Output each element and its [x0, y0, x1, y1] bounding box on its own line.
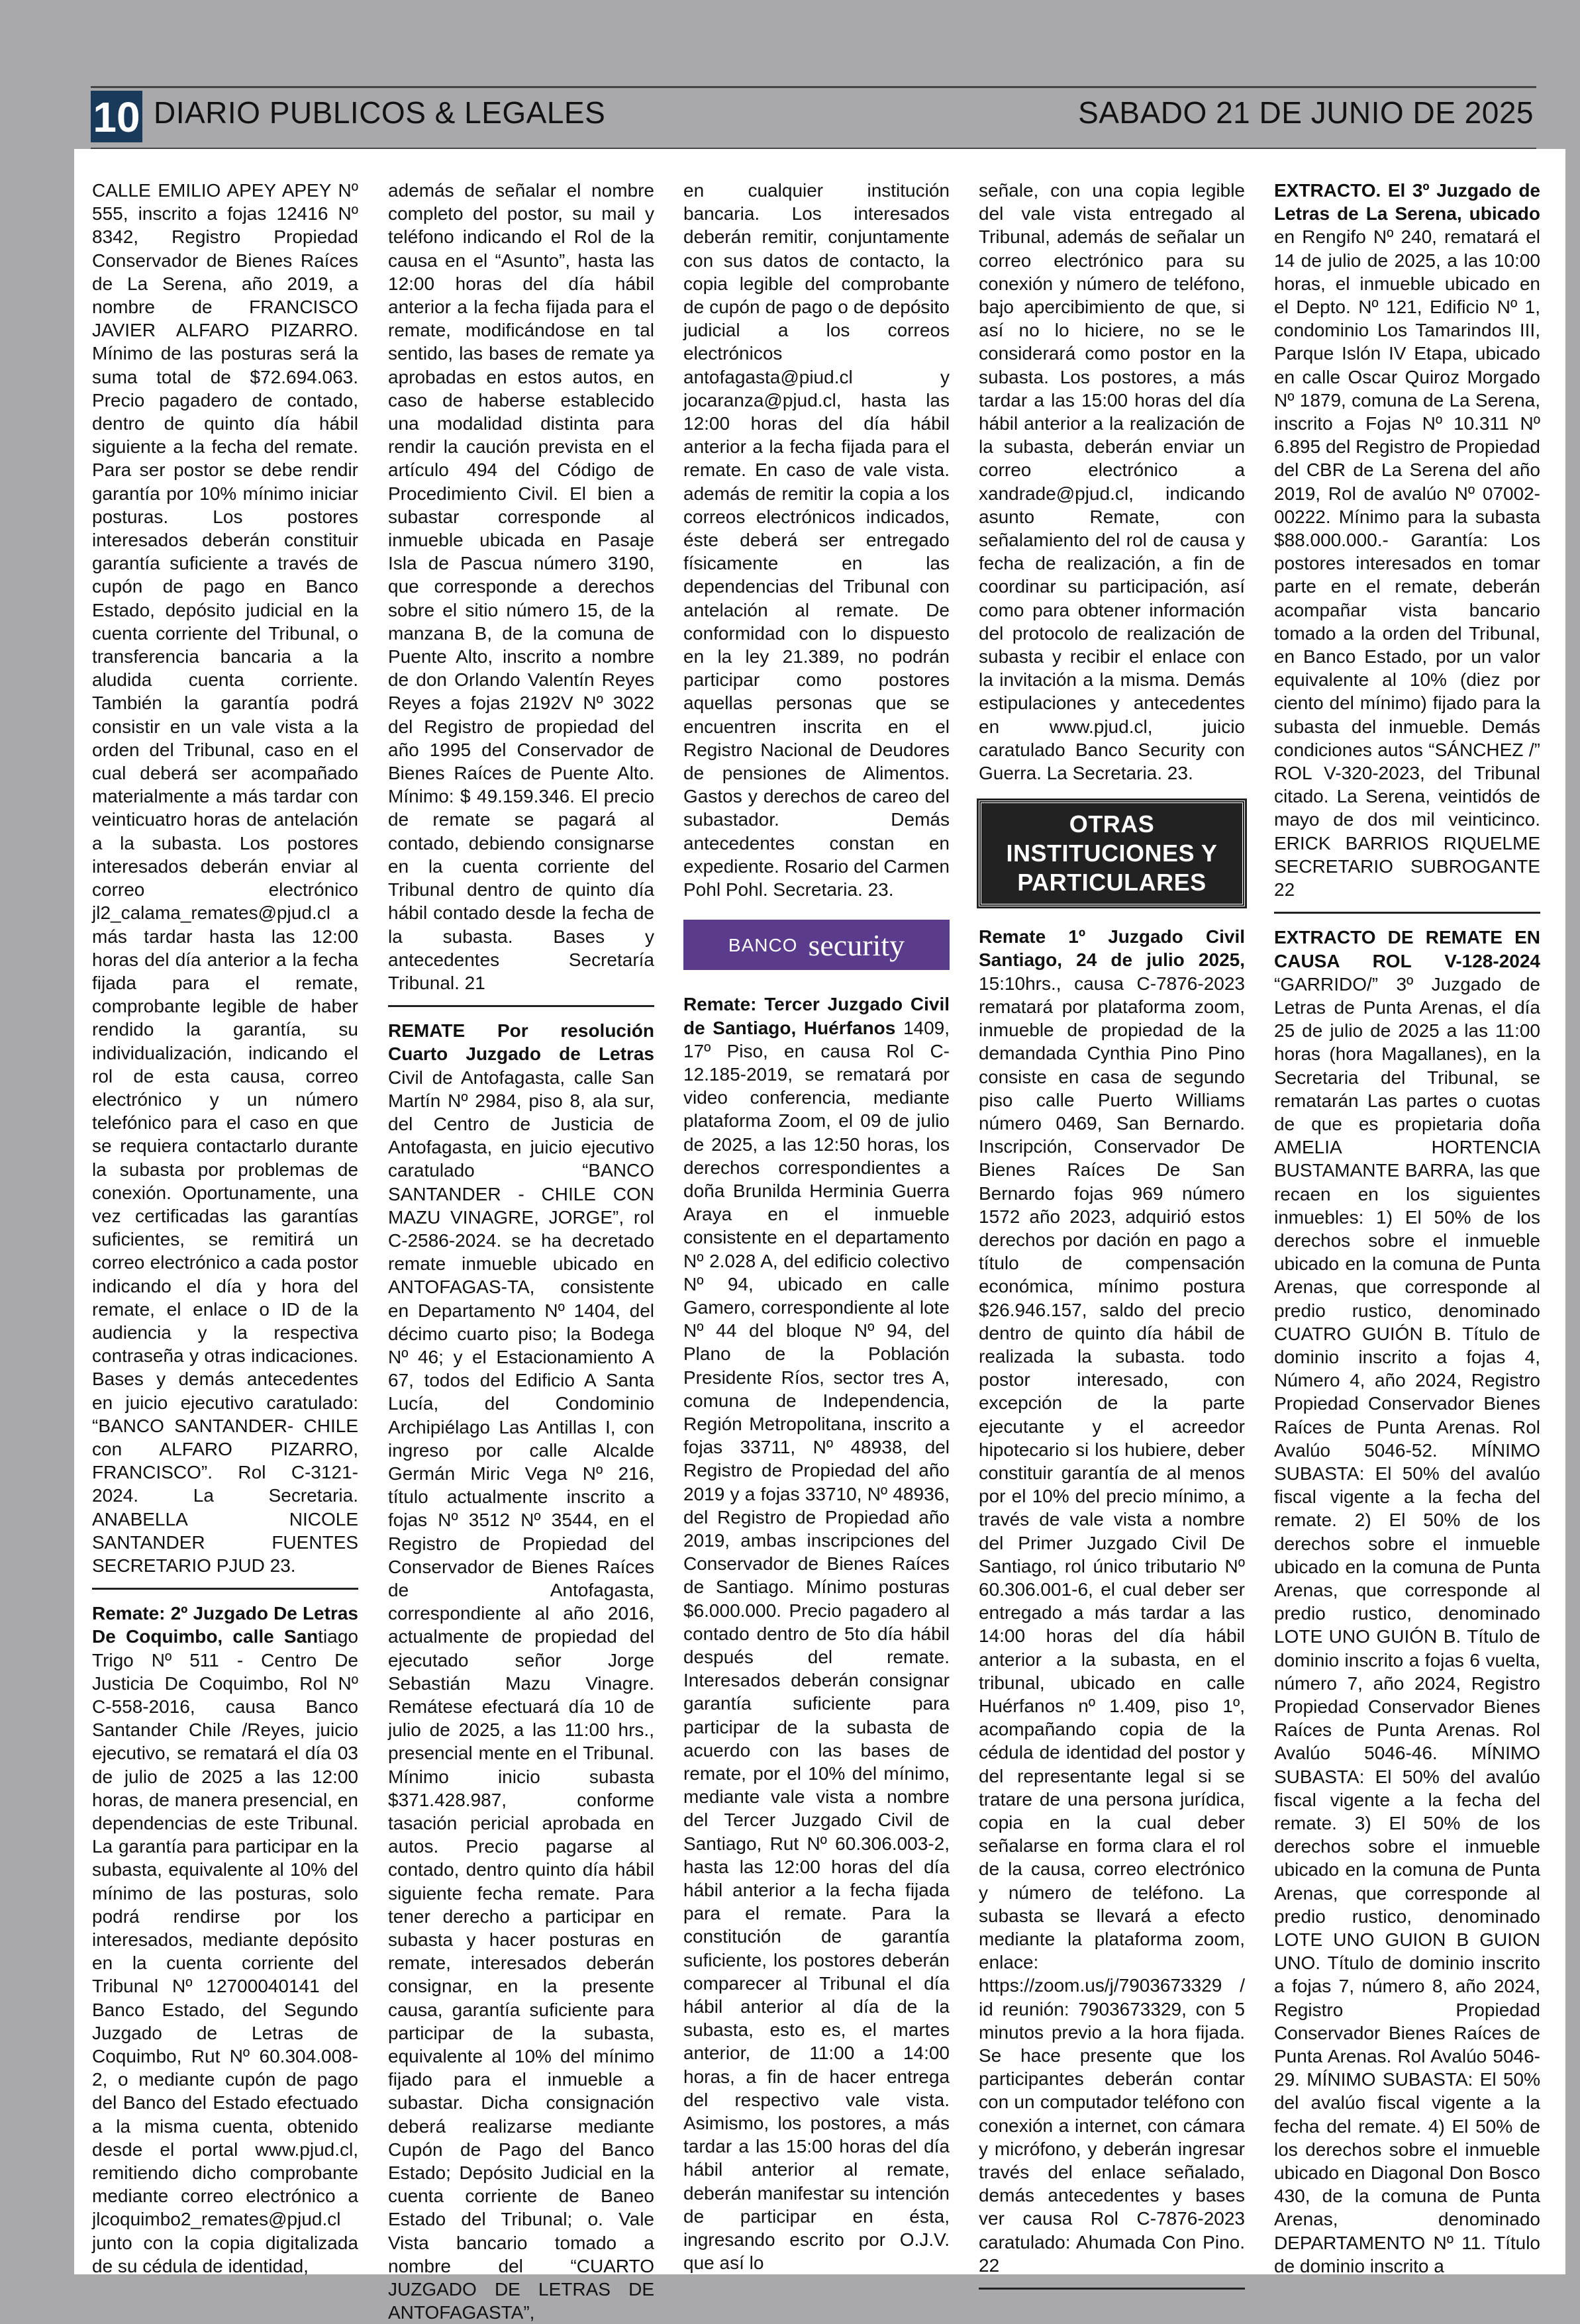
- notice-calama-continued: CALLE EMILIO APEY APEY Nº 555, inscrito a fojas 12416 Nº 8342, Registro Propiedad Conservador de Bienes Raíces de La Serena, año 2019, a nombre de FRANCISCO JAVIER ALFARO PIZARRO. Mínimo de las posturas será la suma total de $72.694.063. Precio pagadero de contado, dentro de quinto día hábil siguiente a la fecha del remate. Para ser postor se debe rendir garantía por 10% mínimo iniciar posturas. Los postores interesados deberán constituir garantía suficiente a través de cupón de pago en Banco Estado, depósito judicial en la cuenta corriente del Tribunal, o transferencia bancaria a la aludida cuenta corriente. También la garantía podrá consistir en un vale vista a la orden del Tribunal, caso en el cual deberá ser acompañado materialmente a más tardar con veinticuatro horas de antelación a la subasta. Los postores interesados deberán enviar al correo electrónico jl2_calama_remates@pjud.cl a más tardar hasta las 12:00 horas del día anterior a la fecha fijada para el remate, comprobante legible de haber rendido la garantía, su individualización, indicando el rol de esta causa, correo electrónico y un número telefónico para el caso en que se requiera contactarlo durante la subasta por problemas de conexión. Oportunamente, una vez certificadas las garantías suficientes, se remitirá un correo electrónico a cada postor indicando el día y hora del remate, el enlace o ID de la audiencia y la respectiva contraseña y otras indicaciones. Bases y demás antecedentes en juicio ejecutivo caratulado: “BANCO SANTANDER- CHILE con ALFARO PIZARRO, FRANCISCO”. Rol C-3121-2024. La Secretaria. ANABELLA NICOLE SANTANDER FUENTES SECRETARIO PJUD 23.: [92, 180, 358, 1576]
- page-sheet: [74, 149, 1565, 2323]
- notice-heading: Remate: Tercer Juzgado Civil de Santiago, Huérfanos: [683, 994, 950, 1038]
- notice-santiago-primer: [979, 925, 1245, 2277]
- notice-antofagasta-continued: en cualquier institución bancaria. Los interesados deberán remitir, conjuntamente con sus datos de contacto, la copia legible del comprobante de cupón de pago o de depósito judicial a los correos electrónicos antofagasta@piud.cl y jocaranza@pjud.cl, hasta las 12:00 horas del día hábil anterior a la fecha fijada para el remate. En caso de vale vista. además de remitir la copia a los correos electrónicos indicados, éste deberá ser entregado físicamente en las dependencias del Tribunal con antelación al remate. De conformidad con lo dispuesto en la ley 21.389, no podrán participar como postores aquellas personas que se encuentren inscrita en el Registro Nacional de Deudores de pensiones de Alimentos. Gastos y derechos de careo del subastador. Demás antecedentes constan en expediente. Rosario del Carmen Pohl Pohl. Secretaria. 23.: [683, 180, 950, 900]
- logo-word-banco: BANCO: [728, 934, 798, 955]
- notice-la-serena: [1274, 179, 1540, 901]
- notice-body: “GARRIDO/” 3º Juzgado de Letras de Punta Arenas, el día 25 de julio de 2025 a las 11:00 horas (hora Magallanes), en la Secretaria del Tribunal, se rematarán Las partes o cuotas de que es propietaria doña AMELIA HORTENCIA BUSTAMANTE BARRA, las que recaen en los siguientes inmuebles: 1) El 50% de los derechos sobre el inmueble ubicado en la comuna de Punta Arenas, que corresponde al predio rustico, denominado CUATRO GUIÓN B. Título de dominio inscrito a fojas 4, Número 4, año 2024, Registro Propiedad Conservador Bienes Raíces de Punta Arenas. Rol Avalúo 5046-52. MÍNIMO SUBASTA: El 50% del avalúo fiscal vigente a la fecha del remate. 2) El 50% de los derechos sobre el inmueble ubicado en la comuna de Punta Arenas, que corresponde al predio rustico, denominado LOTE UNO GUIÓN B. Título de dominio inscrito a fojas 6 vuelta, número 7, año 2024, Registro Propiedad Conservador Bienes Raíces de Punta Arenas. Rol Avalúo 5046-46. MÍNIMO SUBASTA: El 50% del avalúo fiscal vigente a la fecha del remate. 3) El 50% de los derechos sobre el inmueble ubicado en la comuna de Punta Arenas, que corresponde al predio rustico, denominado LOTE UNO GUION B GUION UNO. Título de dominio inscrito a fojas 7, número 8, año 2024, Registro Propiedad Conservador Bienes Raíces de Punta Arenas. Rol Avalúo 5046-29. MÍNIMO SUBASTA: El 50% del avalúo fiscal vigente a la fecha del remate. 4) El 50% de los derechos sobre el inmueble ubicado en Diagonal Don Bosco 430, de la comuna de Punta Arenas, denominado DEPARTAMENTO Nº 11. Título de dominio inscrito a: [1274, 973, 1540, 2276]
- notice-body: 15:10hrs., causa C-7876-2023 rematará por plataforma zoom, inmueble de propiedad de la demandada Cynthia Pino Pino consiste en casa de segundo piso calle Puerto Williams número 0469, San Bernardo. Inscripción, Conservador De Bienes Raíces De San Bernardo fojas 969 número 1572 año 2023, adquirió estos derechos por dación en pago a título de compensación económica, mínimo postura $26.946.157, saldo del precio dentro de quinto día hábil de realizada la subasta. todo postor interesado, con excepción de la parte ejecutante y el acreedor hipotecario si los hubiere, deber constituir garantía de al menos por el 10% del precio mínimo, a través de vale vista a nombre del Primer Juzgado Civil De Santiago, rol único tributario Nº 60.306.001-6, el cual deber ser entregado a más tardar a las 14:00 horas del día hábil anterior a la subasta, en el tribunal, ubicado en calle Huérfanos nº 1.409, piso 1º, acompañando copia de la cédula de identidad del postor y del representante legal si se tratare de una persona jurídica, copia en la cual deber señalarse en forma clara el rol de la causa, correo electrónico y número de teléfono. La subasta se llevará a efecto mediante la plataforma zoom, enlace: https://zoom.us/j/7903673329 / id reunión: 7903673329, con 5 minutos previo a la hora fijada. Se hace presente que los participantes deberán contar con un computador teléfono con conexión a internet, con cámara y micrófono, y deberán ingresar través del enlace señalado, demás antecedentes y bases ver causa Rol C-7876-2023 caratulado: Ahumada Con Pino. 22: [979, 973, 1245, 2276]
- column-5: [1274, 179, 1540, 2276]
- divider: [1274, 912, 1540, 914]
- issue-date: SABADO 21 DE JUNIO DE 2025: [1078, 95, 1534, 130]
- notice-coquimbo-continued: además de señalar el nombre completo del postor, su mail y teléfono indicando el Rol de la causa en el “Asunto”, hasta las 12:00 horas del día hábil anterior a la fecha fijada para el remate, modificándose en tal sentido, las bases de remate ya aprobadas en estos autos, en caso de haberse establecido una modalidad distinta para rendir la caución prevista en el artículo 494 del Código de Procedimiento Civil. El bien a subastar corresponde al inmueble ubicada en Pasaje Isla de Pascua número 3190, que corresponde a derechos sobre el sitio número 15, de la manzana B, de la comuna de Puente Alto, inscrito a nombre de don Orlando Valentín Reyes Reyes a fojas 2192V Nº 3022 del Registro de propiedad del año 1995 del Conservador de Bienes Raíces de Puente Alto. Mínimo: $ 49.159.346. El precio de remate se pagará al contado, debiendo consignarse en la cuenta corriente del Tribunal dentro de quinto día hábil contado desde la fecha de la subasta. Bases y antecedentes Secretaría Tribunal. 21: [388, 180, 654, 993]
- notice-body: Civil de Antofagasta, calle San Martín Nº 2984, piso 8, ala sur, del Centro de Justicia de Antofagasta, en juicio ejecutivo caratulado “BANCO SANTANDER - CHILE CON MAZU VINAGRE, JORGE”, rol C-2586-2024. se ha decretado remate inmueble ubicado en ANTOFAGAS-TA, consistente en Departamento Nº 1404, del décimo cuarto piso; la Bodega Nº 46; y el Estacionamiento A 67, todos del Edificio A Santa Lucía, del Condominio Archipiélago Las Antillas I, con ingreso por calle Alcalde Germán Miric Vega Nº 216, título actualmente inscrito a fojas Nº 3512 Nº 3544, en el Registro de Propiedad del Conservador de Bienes Raíces de Antofagasta, correspondiente al año 2016, actualmente de propiedad del ejecutado señor Jorge Sebastián Mazu Vinagre. Remátese efectuará día 10 de julio de 2025, a las 11:00 hrs., presencial mente en el Tribunal. Mínimo inicio subasta $371.428.987, conforme tasación pericial aprobada en autos. Precio pagarse al contado, dentro quinto día hábil siguiente fecha remate. Para tener derecho a participar en subasta y hacer posturas en remate, interesados deberán consignar, en la presente causa, garantía suficiente para participar de la subasta, equivalente al 10% del mínimo fijado para el inmueble a subastar. Dicha consignación deberá realizarse mediante Cupón de Pago del Banco Estado; Depósito Judicial en la cuenta corriente de Baneo Estado del Tribunal; o. Vale Vista bancario tomado a nombre del “CUARTO JUZGADO DE LETRAS DE ANTOFAGASTA”,: [388, 1067, 654, 2323]
- notice-body: tiago Trigo Nº 511 - Centro De Justicia De Coquimbo, Rol Nº C-558-2016, causa Banco Santander Chile /Reyes, juicio ejecutivo, se rematará el día 03 de julio de 2025 a las 12:00 horas, de manera presencial, en dependencias de este Tribunal. La garantía para participar en la subasta, equivalente al 10% del mínimo de las posturas, solo podrá rendirse por los interesados, mediante depósito en la cuenta corriente del Tribunal Nº 12700040141 del Banco Estado, del Segundo Juzgado de Letras de Coquimbo, Rut Nº 60.304.008-2, o mediante cupón de pago del Banco del Estado efectuado a la misma cuenta, obtenido desde el portal www.pjud.cl, remitiendo dicho comprobante mediante correo electrónico a jlcoquimbo2_remates@pjud.cl junto con la copia digitalizada de su cédula de identidad,: [92, 1626, 358, 2276]
- notice-body: en Rengifo Nº 240, rematará el 14 de julio de 2025, a las 10:00 horas, el inmueble ubicado en el Depto. Nº 121, Edificio Nº 1, condominio Los Tamarindos III, Parque Islón IV Etapa, ubicado en calle Oscar Quiroz Morgado Nº 1879, comuna de La Serena, inscrito a Fojas Nº 10.311 Nº 6.895 del Registro de Propiedad del CBR de La Serena del año 2019, Rol de avalúo Nº 07002-00222. Mínimo para la subasta $88.000.000.- Garantía: Los postores interesados en tomar parte en el remate, deberán acompañar vista bancario tomado a la orden del Tribunal, en Banco Estado, por un valor equivalente al 10% (diez por ciento del mínimo) fijado para la subasta del inmueble. Demás condiciones autos “SÁNCHEZ /” ROL V-320-2023, del Tribunal citado. La Serena, veintidós de mayo de dos mil veinticinco. ERICK BARRIOS RIQUELME SECRETARIO SUBROGANTE 22: [1274, 226, 1540, 900]
- banco-security-logo: [683, 920, 950, 970]
- notice-heading: EXTRACTO. El 3º Juzgado de Letras de La Serena, ubicado: [1274, 180, 1540, 224]
- newspaper-title: DIARIO PUBLICOS & LEGALES: [154, 95, 606, 130]
- column-3: [683, 179, 950, 2274]
- divider: [388, 1005, 654, 1007]
- notice-santiago-tercer: [683, 993, 950, 2274]
- column-4: [979, 179, 1245, 2276]
- notice-heading: REMATE Por resolución Cuarto Juzgado de Letras: [388, 1020, 654, 1065]
- notice-santiago-tercer-continued: señale, con una copia legible del vale vista entregado al Tribunal, además de señalar un correo electrónico para su conexión y número de teléfono, bajo apercibimiento de que, si así no lo hiciere, no se le considerará como postor en la subasta. Los postores, a más tardar a las 15:00 horas del día hábil anterior a la realización de la subasta, deberán enviar un correo electrónico a xandrade@pjud.cl, indicando asunto Remate, con señalamiento del rol de causa y fecha de realización, a fin de coordinar su participación, así como para obtener información del protocolo de realización de subasta y recibir el enlace con la invitación a la misma. Demás estipulaciones y antecedentes en www.pjud.cl, juicio caratulado Banco Security con Guerra. La Secretaria. 23.: [979, 180, 1245, 784]
- notice-coquimbo: [92, 1602, 358, 2278]
- notice-heading: Remate: 2º Juzgado De Letras De Coquimbo, calle San: [92, 1603, 358, 1647]
- divider: [92, 1588, 358, 1590]
- column-2: [388, 179, 654, 2323]
- notice-heading: Remate 1º Juzgado Civil Santiago, 24 de julio 2025,: [979, 926, 1245, 971]
- divider: [979, 2288, 1245, 2290]
- section-banner: OTRAS INSTITUCIONES Y PARTICULARES: [979, 800, 1245, 906]
- notice-body: 1409, 17º Piso, en causa Rol C-12.185-2019, se rematará por video conferencia, mediante plataforma Zoom, el 09 de julio de 2025, a las 12:50 horas, los derechos correspondientes a doña Brunilda Herminia Guerra Araya en el inmueble consistente en el departamento Nº 2.028 A, del edificio colectivo Nº 94, ubicado en calle Gamero, correspondiente al lote Nº 44 del bloque Nº 94, del Plano de la Población Presidente Ríos, sector tres A, comuna de Independencia, Región Metropolitana, inscrito a fojas 33711, Nº 48938, del Registro de Propiedad del año 2019 y a fojas 33710, Nº 48936, del Registro de Propiedad año 2019, ambas inscripciones del Conservador de Bienes Raíces de Santiago. Mínimo posturas $6.000.000. Precio pagadero al contado dentro de 5to día hábil después del remate. Interesados deberán consignar garantía suficiente para participar de la subasta de acuerdo con las bases de remate, por el 10% del mínimo, mediante vale vista a nombre del Tercer Juzgado Civil de Santiago, Rut Nº 60.306.003-2, hasta las 12:00 horas del día hábil anterior a la fecha fijada para el remate. Para la constitución de garantía suficiente, los postores deberán comparecer al Tribunal el día hábil anterior al día de la subasta, esto es, el martes anterior, de 11:00 a 14:00 horas, a fin de hacer entrega del respectivo vale vista. Asimismo, los postores, a más tardar a las 15:00 horas del día hábil anterior al remate, deberán manifestar su intención de participar en ésta, ingresando escrito por O.J.V. que así lo: [683, 1017, 950, 2274]
- notice-heading: EXTRACTO DE REMATE EN CAUSA ROL V-128-2024: [1274, 927, 1540, 971]
- column-1: [92, 179, 358, 2276]
- notice-antofagasta: [388, 1019, 654, 2324]
- logo-word-security: security: [808, 928, 905, 962]
- notice-punta-arenas: [1274, 926, 1540, 2278]
- page-number: 10: [91, 91, 142, 142]
- page-header: [91, 86, 1536, 150]
